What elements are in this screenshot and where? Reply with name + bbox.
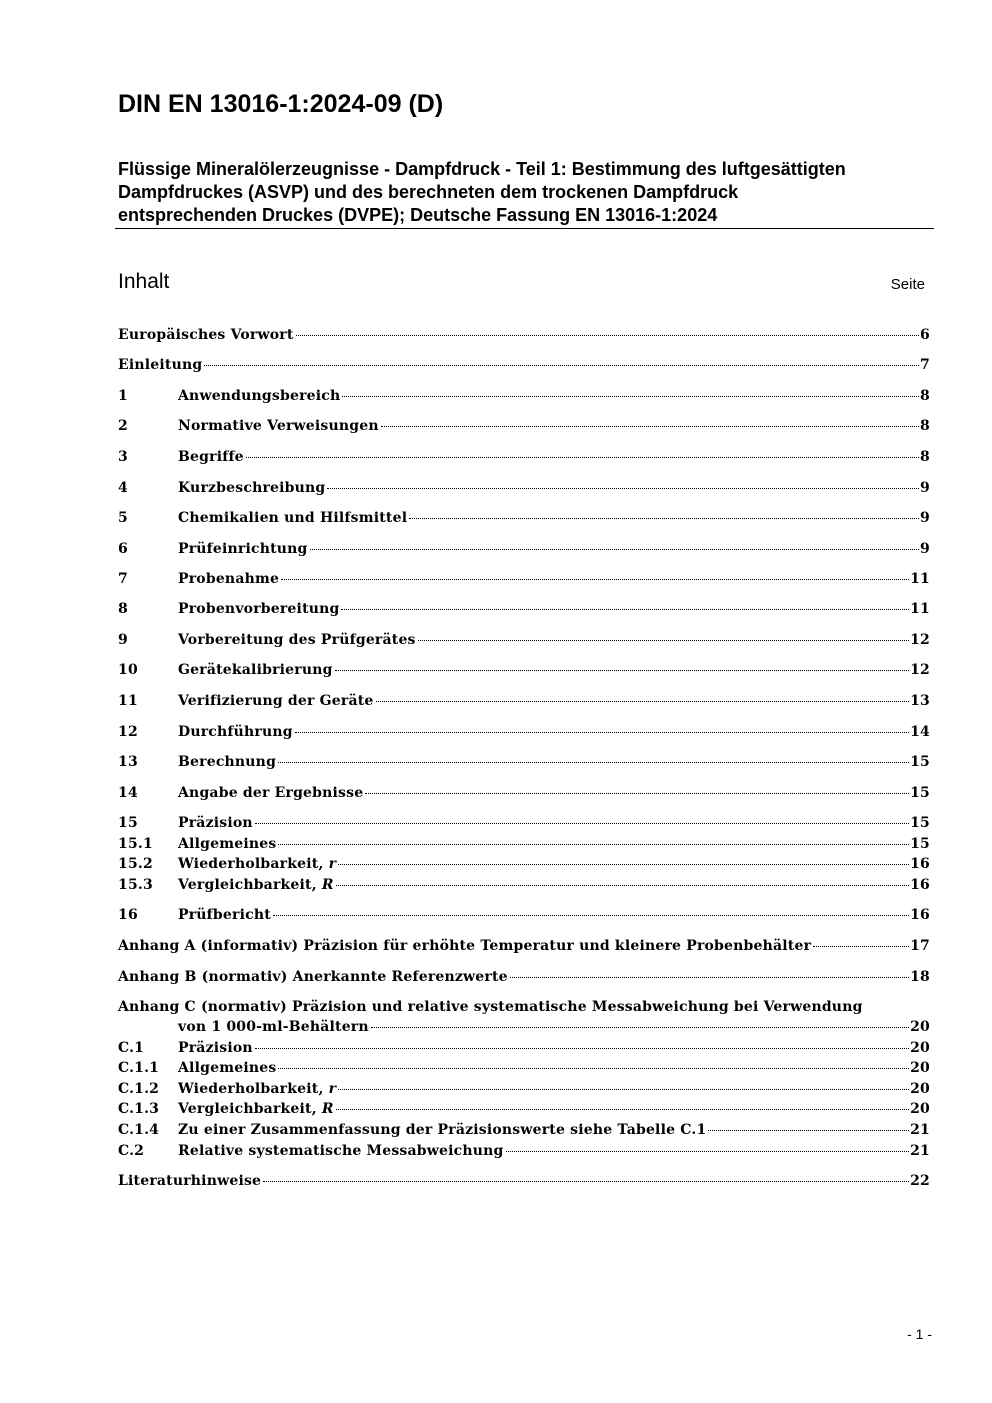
- toc-entry-title-text: Wiederholbarkeit,: [178, 856, 324, 872]
- toc-entry-number: 13: [118, 754, 138, 770]
- toc-entry-title: [178, 478, 325, 498]
- toc-entry[interactable]: [118, 599, 930, 619]
- toc-entry-symbol: R: [321, 1101, 334, 1117]
- toc-entry-title-text: Literaturhinweise: [118, 1173, 262, 1189]
- toc-entry-title-text: Vergleichbarkeit,: [178, 877, 317, 893]
- dot-leader: [336, 885, 909, 886]
- toc-entry-title: [178, 905, 271, 925]
- dot-leader: [510, 977, 909, 978]
- toc-entry[interactable]: [118, 630, 930, 650]
- toc-entry[interactable]: [118, 539, 930, 559]
- toc-entry-title: [178, 1120, 706, 1140]
- toc-entry-number: 7: [118, 571, 128, 587]
- toc-entry-title: [118, 355, 202, 375]
- toc-entry-number: 5: [118, 510, 128, 526]
- dot-leader: [327, 488, 919, 489]
- toc-entry-title-text: Anwendungsbereich: [178, 388, 341, 404]
- dot-leader: [310, 549, 920, 550]
- dot-leader: [813, 946, 909, 947]
- dot-leader: [278, 762, 909, 763]
- toc-entry-page: 7: [920, 357, 930, 373]
- toc-entry-title-text: Präzision: [178, 815, 253, 831]
- toc-entry[interactable]: [118, 854, 930, 874]
- toc-entry-page: 20: [910, 1019, 930, 1035]
- toc-entry-number: 3: [118, 449, 128, 465]
- toc-entry-title-text: Anhang B (normativ) Anerkannte Referenzwerte: [118, 969, 508, 985]
- toc-entry-page: 20: [910, 1040, 930, 1056]
- toc-entry[interactable]: [118, 875, 930, 895]
- toc-entry-number: 11: [118, 693, 138, 709]
- toc-entry-title: [178, 1038, 253, 1058]
- toc-entry-number: 16: [118, 907, 138, 923]
- toc-entry-page: 15: [910, 815, 930, 831]
- toc-entry-number: 1: [118, 388, 128, 404]
- toc-entry-title: [178, 599, 339, 619]
- toc-entry[interactable]: [118, 1079, 930, 1099]
- toc-entry-page: 8: [920, 449, 930, 465]
- toc-entry[interactable]: [118, 722, 930, 742]
- toc-entry[interactable]: [118, 386, 930, 406]
- toc-entry-page: 20: [910, 1081, 930, 1097]
- toc-entry-symbol: r: [328, 1081, 337, 1097]
- toc-entry[interactable]: [118, 1017, 930, 1037]
- subtitle-line: Dampfdruckes (ASVP) und des berechneten dem trockenen Dampfdruck: [118, 182, 739, 202]
- toc-entry-title-text: Allgemeines: [178, 836, 277, 852]
- toc-entry[interactable]: [118, 325, 930, 345]
- toc-entry-title: [178, 691, 374, 711]
- toc-entry-page: 12: [910, 632, 930, 648]
- toc-entry-title: [178, 1141, 504, 1161]
- toc-entry-title-text: Probenahme: [178, 571, 280, 587]
- dot-leader: [295, 732, 909, 733]
- toc-entry-number: 10: [118, 662, 138, 678]
- toc-entry-title-text: Zu einer Zusammenfassung der Präzisionswerte siehe Tabelle C.1: [178, 1122, 707, 1138]
- dot-leader: [263, 1181, 909, 1182]
- toc-entry-page: 14: [910, 724, 930, 740]
- toc-entry-title: [118, 936, 811, 956]
- toc-entry[interactable]: [118, 905, 930, 925]
- toc-entry-title-text: Präzision: [178, 1040, 253, 1056]
- toc-entry[interactable]: [118, 355, 930, 375]
- toc-entry-page: 15: [910, 754, 930, 770]
- toc-entry-number: 15.1: [118, 836, 153, 852]
- subtitle-line: entsprechenden Druckes (DVPE); Deutsche Fassung EN 13016-1:2024: [118, 205, 718, 225]
- dot-leader: [278, 844, 909, 845]
- toc-entry[interactable]: [118, 834, 930, 854]
- document-subtitle: [118, 158, 936, 227]
- toc-entry-number: 6: [118, 541, 128, 557]
- toc-entry-page: 8: [920, 418, 930, 434]
- toc-entry-page: 9: [920, 480, 930, 496]
- page-number: - 1 -: [907, 1326, 932, 1342]
- dot-leader: [246, 457, 919, 458]
- toc-entry-number: 4: [118, 480, 128, 496]
- dot-leader: [342, 396, 919, 397]
- toc-entry-title: [178, 834, 276, 854]
- toc-entry-number: C.1.2: [118, 1081, 160, 1097]
- toc-entry-title: [178, 508, 407, 528]
- toc-entry-title: [178, 386, 340, 406]
- toc-entry-number: C.1: [118, 1040, 145, 1056]
- toc-entry-title-text: Verifizierung der Geräte: [178, 693, 374, 709]
- dot-leader: [371, 1027, 909, 1028]
- toc-entry[interactable]: [118, 1171, 930, 1191]
- toc-entry-title-text: Probenvorbereitung: [178, 601, 340, 617]
- dot-leader: [255, 1048, 909, 1049]
- toc-entry-number: C.1.4: [118, 1122, 160, 1138]
- toc-entry[interactable]: [118, 1058, 930, 1078]
- toc-entry-first-line: Anhang C (normativ) Präzision und relative systematische Messabweichung bei Verwendung: [118, 999, 863, 1015]
- toc-entry[interactable]: [118, 447, 930, 467]
- dot-leader: [255, 823, 909, 824]
- toc-entry-title-text: von 1 000-ml-Behältern: [178, 1019, 369, 1035]
- toc-entry[interactable]: [118, 783, 930, 803]
- toc-entry[interactable]: [118, 569, 930, 589]
- toc-entry-page: 15: [910, 785, 930, 801]
- toc-entry-page: 9: [920, 541, 930, 557]
- toc-entry-number: 12: [118, 724, 138, 740]
- dot-leader: [418, 640, 909, 641]
- toc-entry-title: [178, 722, 293, 742]
- dot-leader: [338, 864, 909, 865]
- toc-entry-symbol: r: [328, 856, 337, 872]
- toc-entry-title: [178, 783, 363, 803]
- toc-entry-number: C.2: [118, 1143, 145, 1159]
- toc-entry-page: 20: [910, 1101, 930, 1117]
- toc-entry[interactable]: [118, 752, 930, 772]
- toc-entry[interactable]: [118, 478, 930, 498]
- toc-entry-title-text: Prüfeinrichtung: [178, 541, 308, 557]
- toc-entry-title: [178, 875, 334, 895]
- toc-entry-title-text: Anhang A (informativ) Präzision für erhöhte Temperatur und kleinere Probenbehälter: [118, 938, 812, 954]
- toc-entry-title-text: Chemikalien und Hilfsmittel: [178, 510, 408, 526]
- toc-entry-page: 16: [910, 856, 930, 872]
- toc-entry-title: [178, 854, 336, 874]
- toc-entry-title: [118, 967, 508, 987]
- toc-entry-title-text: Begriffe: [178, 449, 244, 465]
- toc-entry-title: [178, 752, 276, 772]
- toc-entry[interactable]: [118, 1120, 930, 1140]
- toc-entry-page: 21: [910, 1143, 930, 1159]
- toc-entry-number: 9: [118, 632, 128, 648]
- toc-entry-page: 15: [910, 836, 930, 852]
- toc-entry-page: 11: [910, 601, 930, 617]
- dot-leader: [281, 579, 909, 580]
- toc-entry-title: [178, 539, 308, 559]
- toc-entry[interactable]: [118, 813, 930, 833]
- toc-entry-page: 21: [910, 1122, 930, 1138]
- dot-leader: [409, 518, 919, 519]
- toc-entry-number: 15: [118, 815, 138, 831]
- toc-entry-page: 22: [910, 1173, 930, 1189]
- dot-leader: [336, 1109, 909, 1110]
- toc-entry-title: [118, 1171, 261, 1191]
- toc-entry-title-text: Prüfbericht: [178, 907, 271, 923]
- toc-entry-page: 9: [920, 510, 930, 526]
- toc-heading: Inhalt: [118, 270, 170, 293]
- toc-entry[interactable]: [118, 660, 930, 680]
- toc-entry-title-text: Durchführung: [178, 724, 293, 740]
- toc-entry-number: 15.3: [118, 877, 153, 893]
- toc-entry[interactable]: [118, 936, 930, 956]
- toc-entry-title: [178, 630, 416, 650]
- toc-entry-page: 16: [910, 877, 930, 893]
- toc-entry-number: 14: [118, 785, 138, 801]
- dot-leader: [506, 1151, 910, 1152]
- toc-entry-title-text: Einleitung: [118, 357, 203, 373]
- toc-entry-number: 8: [118, 601, 128, 617]
- dot-leader: [341, 609, 909, 610]
- toc-entry-page: 20: [910, 1060, 930, 1076]
- toc-entry-page: 6: [920, 327, 930, 343]
- dot-leader: [204, 365, 919, 366]
- dot-leader: [338, 1089, 909, 1090]
- toc-entry-title-text: Berechnung: [178, 754, 277, 770]
- title-underline: [115, 228, 934, 229]
- dot-leader: [708, 1130, 909, 1131]
- toc-entry-title-text: Vergleichbarkeit,: [178, 1101, 317, 1117]
- toc-entry-title: [178, 416, 379, 436]
- toc-entry-title: [178, 1079, 336, 1099]
- toc-entry-title-text: Angabe der Ergebnisse: [178, 785, 364, 801]
- dot-leader: [365, 793, 909, 794]
- toc-entry-title-text: Vorbereitung des Prüfgerätes: [178, 632, 416, 648]
- toc-entry-page: 16: [910, 907, 930, 923]
- toc-entry-page: 17: [910, 938, 930, 954]
- page-column-label: Seite: [890, 276, 925, 293]
- toc-entry-page: 8: [920, 388, 930, 404]
- toc-entry-page: 18: [910, 969, 930, 985]
- toc-entry-title-text: Europäisches Vorwort: [118, 327, 294, 343]
- toc-entry[interactable]: [118, 416, 930, 436]
- toc-entry-title: [118, 325, 294, 345]
- dot-leader: [376, 701, 910, 702]
- toc-entry-title: [178, 447, 244, 467]
- toc-entry[interactable]: [118, 1141, 930, 1161]
- toc-entry-title-text: Relative systematische Messabweichung: [178, 1143, 504, 1159]
- toc-entry-title: [178, 569, 279, 589]
- dot-leader: [273, 915, 909, 916]
- toc-entry-page: 13: [910, 693, 930, 709]
- toc-entry[interactable]: [118, 1038, 930, 1058]
- toc-entry-title-text: Wiederholbarkeit,: [178, 1081, 324, 1097]
- toc-entry-title: [178, 1058, 276, 1078]
- toc-entry-title: [178, 660, 333, 680]
- toc-entry-number: 15.2: [118, 856, 153, 872]
- toc-entry-number: 2: [118, 418, 128, 434]
- toc-entry[interactable]: [118, 1099, 930, 1119]
- dot-leader: [381, 426, 919, 427]
- toc-entry-title: [178, 1017, 369, 1037]
- toc-entry[interactable]: [118, 508, 930, 528]
- document-title: DIN EN 13016-1:2024-09 (D): [118, 90, 444, 118]
- toc-entry-number: C.1.3: [118, 1101, 160, 1117]
- toc-entry[interactable]: [118, 967, 930, 987]
- subtitle-line: Flüssige Mineralölerzeugnisse - Dampfdruck - Teil 1: Bestimmung des luftgesättigten: [118, 159, 846, 179]
- toc-entry-title: [178, 1099, 334, 1119]
- toc-entry-title-text: Allgemeines: [178, 1060, 277, 1076]
- toc-entry[interactable]: [118, 691, 930, 711]
- toc-entry-page: 12: [910, 662, 930, 678]
- dot-leader: [335, 670, 910, 671]
- dot-leader: [296, 335, 920, 336]
- toc-entry-title: [178, 813, 253, 833]
- toc-entry-title-text: Normative Verweisungen: [178, 418, 379, 434]
- dot-leader: [278, 1068, 909, 1069]
- toc-entry-title-text: Gerätekalibrierung: [178, 662, 333, 678]
- toc-entry-number: C.1.1: [118, 1060, 160, 1076]
- toc-entry-title-text: Kurzbeschreibung: [178, 480, 326, 496]
- toc-entry-page: 11: [910, 571, 930, 587]
- toc-entry-symbol: R: [321, 877, 334, 893]
